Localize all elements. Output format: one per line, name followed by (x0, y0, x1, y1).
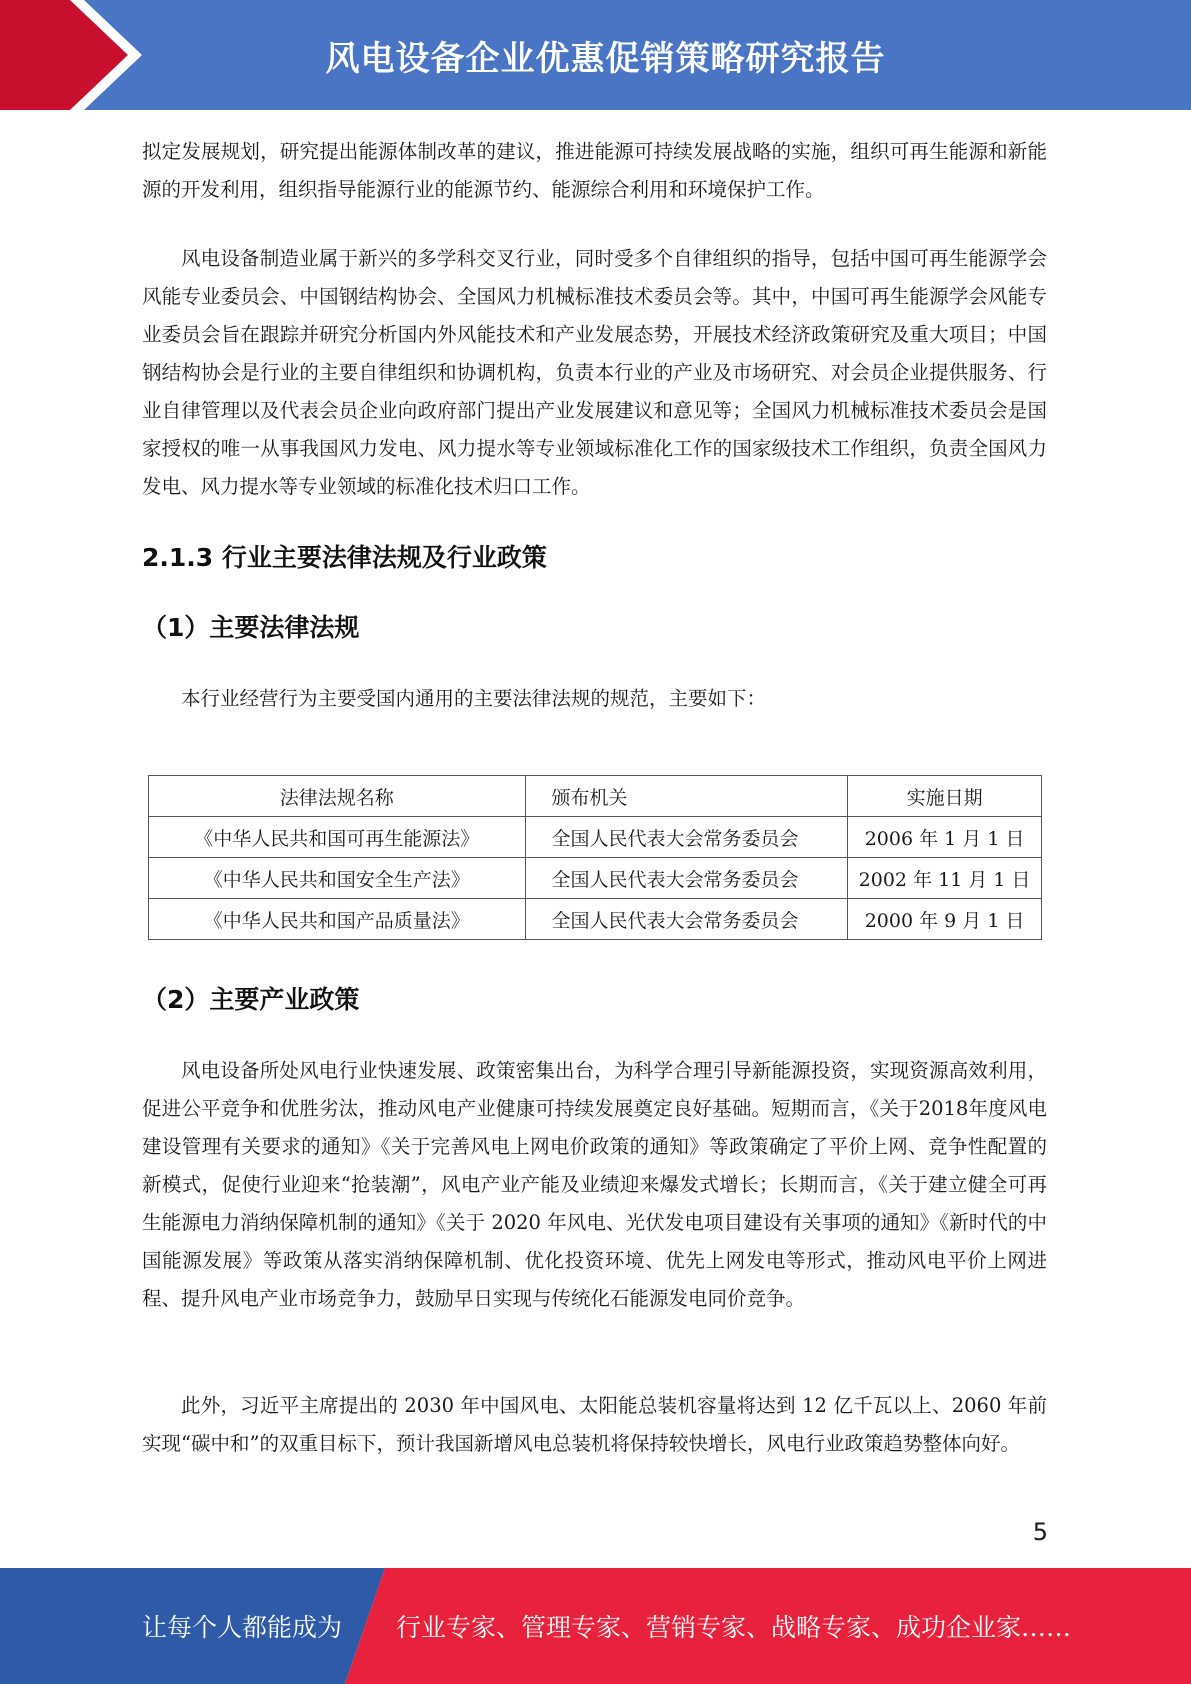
effective-date-cell: 2000 年 9 月 1 日 (848, 899, 1042, 940)
report-title: 风电设备企业优惠促销策略研究报告 (325, 38, 886, 79)
paragraph-laws-intro: 本行业经营行为主要受国内通用的主要法律法规的规范，主要如下： (181, 687, 767, 710)
law-name-cell: 《中华人民共和国产品质量法》 (149, 899, 526, 940)
footer-slogan-left: 让每个人都能成为 (142, 1613, 343, 1642)
header-effective-date: 实施日期 (848, 776, 1042, 817)
subheading-laws: （1）主要法律法规 (142, 613, 360, 642)
paragraph-industry-policies: 风电设备所处风电行业快速发展、政策密集出台，为科学合理引导新能源投资，实现资源高效利用，促进公平竞争和优胜劣汰，推动风电产业健康可持续发展奠定良好基础。短期而言，《关于2018年度风电建设管理有关要求的通知》《关于完善风电上网电价政策的通知》等政策确定了平价上网、竞争性配置的新模式，促使行业迎来“抢装潮”，风电产业产能及业绩迎来爆发式增长；长期而言，《关于建立健全可再生能源电力消纳保障机制的通知》《关于 2020 年风电、光伏发电项目建设有关事项的通知》《新时代的中国能源发展》等政策从落实消纳保障机制、优化投资环境、优先上网发电等形式，推动风电平价上网进程、提升风电产业市场竞争力，鼓励早日实现与传统化石能源发电同价竞争。 (142, 1059, 1047, 1310)
effective-date-cell: 2002 年 11 月 1 日 (848, 858, 1042, 899)
table-header-row (149, 776, 1042, 817)
law-name-cell: 《中华人民共和国可再生能源法》 (149, 817, 526, 858)
authority-cell: 全国人民代表大会常务委员会 (525, 858, 848, 899)
page-header (0, 0, 1191, 110)
header-authority: 颁布机关 (525, 776, 848, 817)
table-row (149, 858, 1042, 899)
header-law-name: 法律法规名称 (149, 776, 526, 817)
subheading-policies: （2）主要产业政策 (142, 985, 360, 1014)
authority-cell: 全国人民代表大会常务委员会 (525, 817, 848, 858)
page-number: 5 (1032, 1518, 1048, 1546)
laws-table (148, 775, 1042, 940)
table-row (149, 899, 1042, 940)
effective-date-cell: 2006 年 1 月 1 日 (848, 817, 1042, 858)
section-heading: 2.1.3 行业主要法律法规及行业政策 (142, 543, 547, 572)
law-name-cell: 《中华人民共和国安全生产法》 (149, 858, 526, 899)
paragraph-energy-admin: 拟定发展规划，研究提出能源体制改革的建议，推进能源可持续发展战略的实施，组织可再生能源和新能源的开发利用，组织指导能源行业的能源节约、能源综合利用和环境保护工作。 (142, 140, 1047, 201)
table-row (149, 817, 1042, 858)
page-footer (0, 1568, 1191, 1684)
paragraph-carbon-goals: 此外，习近平主席提出的 2030 年中国风电、太阳能总装机容量将达到 12 亿千瓦以上、2060 年前实现“碳中和”的双重目标下，预计我国新增风电总装机将保持较快增长，风电行业政策趋势整体向好。 (142, 1394, 1047, 1455)
authority-cell: 全国人民代表大会常务委员会 (525, 899, 848, 940)
paragraph-self-regulatory-orgs: 风电设备制造业属于新兴的多学科交叉行业，同时受多个自律组织的指导，包括中国可再生能源学会风能专业委员会、中国钢结构协会、全国风力机械标准技术委员会等。其中，中国可再生能源学会风能专业委员会旨在跟踪并研究分析国内外风能技术和产业发展态势，开展技术经济政策研究及重大项目；中国钢结构协会是行业的主要自律组织和协调机构，负责本行业的产业及市场研究、对会员企业提供服务、行业自律管理以及代表会员企业向政府部门提出产业发展建议和意见等；全国风力机械标准技术委员会是国家授权的唯一从事我国风力发电、风力提水等专业领域标准化工作的国家级技术工作组织，负责全国风力发电、风力提水等专业领域的标准化技术归口工作。 (142, 247, 1047, 498)
footer-slogan-right: 行业专家、管理专家、营销专家、战略专家、成功企业家…… (396, 1613, 1072, 1642)
